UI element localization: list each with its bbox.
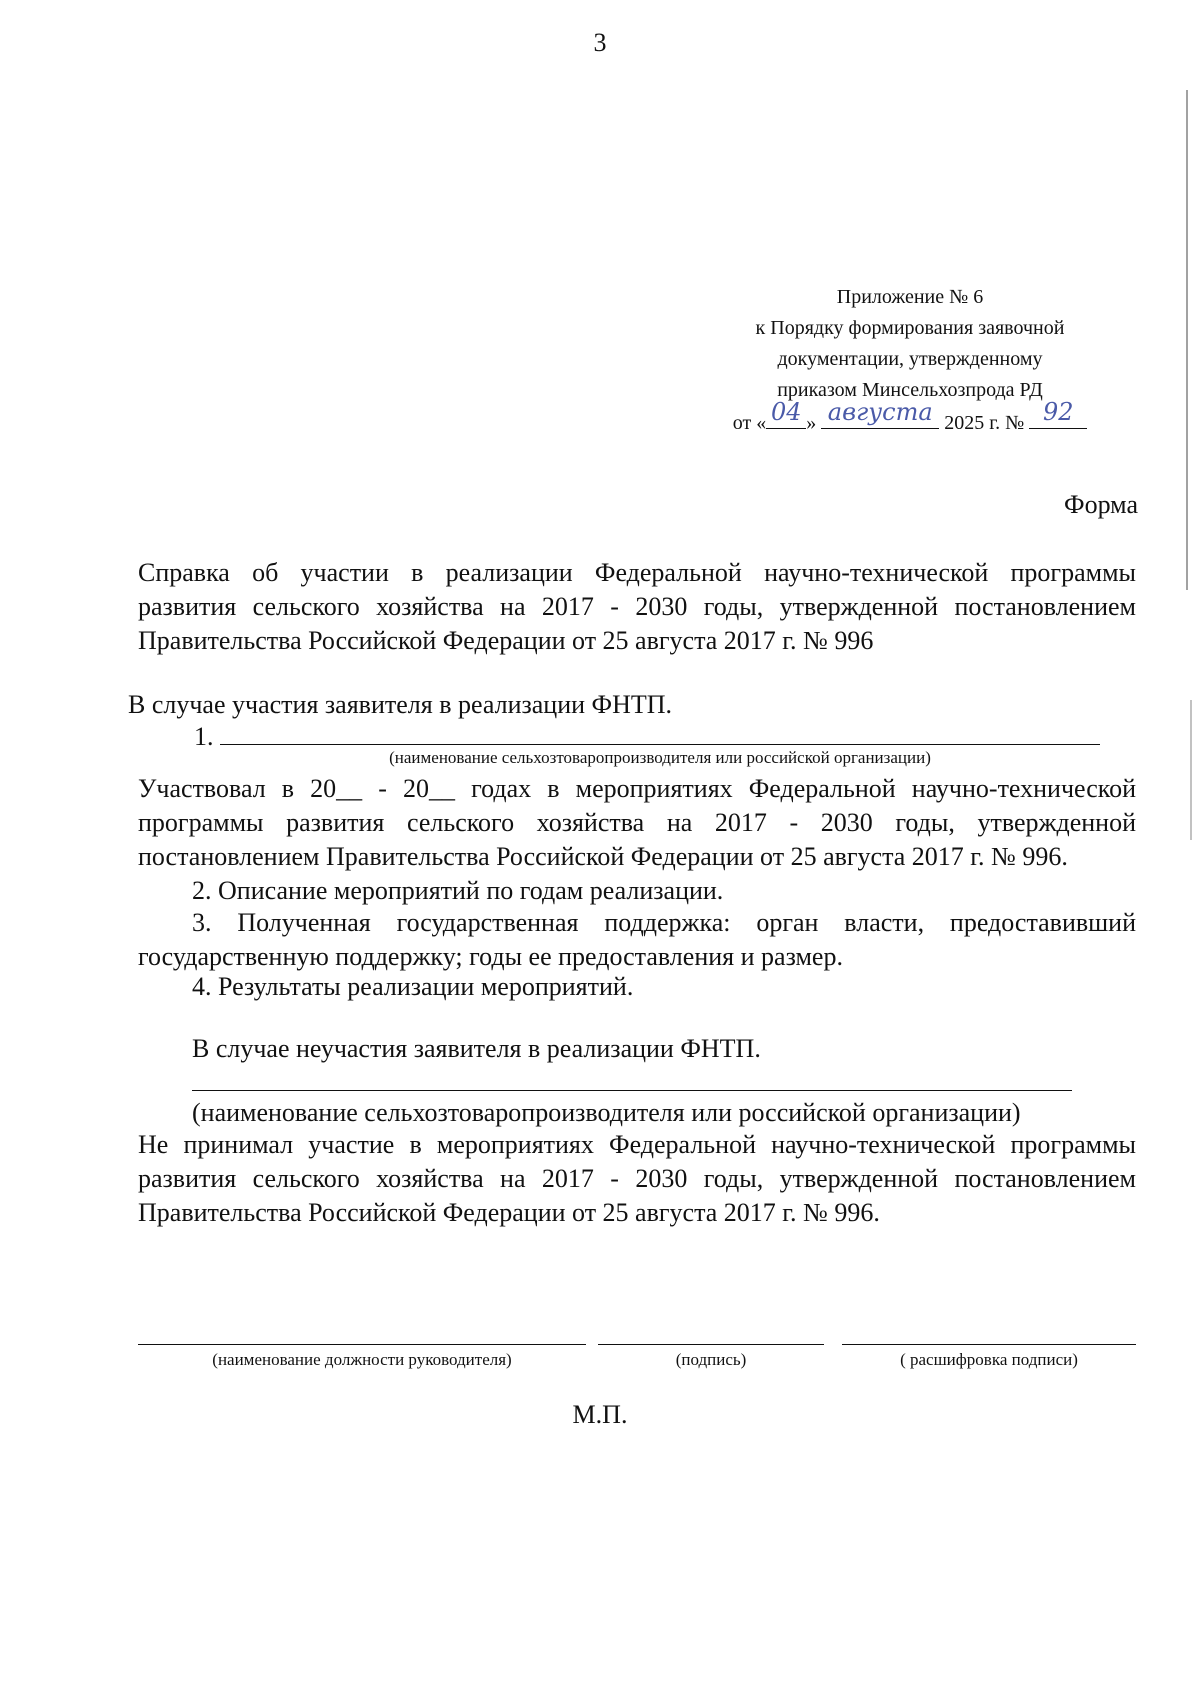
- title-line-3: Правительства Российской Федерации от 25 августа 2017 г. № 996: [138, 626, 874, 655]
- title-line-1: Справка об участии в реализации Федеральной научно-технической программы: [138, 558, 1136, 587]
- participation-line-1: Участвовал в 20__ - 20__ годах в мероприятиях Федеральной научно-технической: [138, 774, 1136, 803]
- participation-paragraph: [138, 772, 1136, 874]
- item-4: 4. Результаты реализации мероприятий.: [192, 972, 634, 1001]
- item-2: 2. Описание мероприятий по годам реализации.: [192, 876, 724, 905]
- signature-line[interactable]: [598, 1344, 824, 1345]
- title-line-2: развития сельского хозяйства на 2017 - 2030 годы, утвержденной постановлением: [138, 592, 1136, 621]
- date-day-handwritten: 04: [770, 398, 802, 426]
- position-caption: (наименование должности руководителя): [212, 1350, 512, 1369]
- decoding-caption: ( расшифровка подписи): [900, 1350, 1078, 1369]
- non-participant-name-field[interactable]: [192, 1090, 1072, 1091]
- approval-line-4: приказом Минсельхозпрода РД: [777, 379, 1043, 401]
- approval-block: [700, 282, 1120, 439]
- date-year: 2025 г. №: [944, 412, 1025, 434]
- item-3-line-1: 3. Полученная государственная поддержка: орган власти, предоставивший: [192, 908, 1136, 937]
- applicant-name-caption: (наименование сельхозтоваропроизводителя или российской организации): [389, 748, 931, 767]
- signature-caption: (подпись): [675, 1350, 747, 1369]
- date-month-field: [821, 398, 939, 429]
- item-3: [138, 906, 1136, 974]
- item-3-line-2: государственную поддержку; годы ее предоставления и размер.: [138, 942, 843, 971]
- approval-line-1: Приложение № 6: [836, 286, 984, 308]
- participation-line-3: постановлением Правительства Российской Федерации от 25 августа 2017 г. № 996.: [138, 842, 1068, 871]
- approval-date-line: [700, 398, 1120, 439]
- non-participant-name-caption: (наименование сельхозтоваропроизводителя или российской организации): [192, 1098, 1021, 1127]
- date-day-field: [766, 398, 806, 429]
- non-participation-heading: В случае неучастия заявителя в реализации ФНТП.: [192, 1034, 761, 1063]
- date-mid: »: [806, 412, 817, 434]
- non-participation-line-3: Правительства Российской Федерации от 25 августа 2017 г. № 996.: [138, 1198, 880, 1227]
- order-number-handwritten: 92: [1042, 398, 1074, 426]
- date-prefix: от «: [732, 412, 767, 434]
- non-participation-paragraph: [138, 1128, 1136, 1230]
- non-participation-line-1: Не принимал участие в мероприятиях Федеральной научно-технической программы: [138, 1130, 1136, 1159]
- participation-heading: В случае участия заявителя в реализации ФНТП.: [128, 690, 673, 719]
- scan-edge-mark-2: [1190, 700, 1192, 840]
- form-label: Форма: [1064, 490, 1138, 519]
- document-title: [138, 556, 1136, 658]
- approval-line-3: документации, утвержденному: [777, 348, 1043, 370]
- approval-line-2: к Порядку формирования заявочной: [755, 317, 1065, 339]
- scan-edge-mark: [1186, 90, 1188, 590]
- participation-line-2: программы развития сельского хозяйства на 2017 - 2030 годы, утвержденной: [138, 808, 1136, 837]
- position-signature-line[interactable]: [138, 1344, 586, 1345]
- non-participation-line-2: развития сельского хозяйства на 2017 - 2030 годы, утвержденной постановлением: [138, 1164, 1136, 1193]
- stamp-place-label: М.П.: [572, 1400, 628, 1429]
- item-1-number: 1.: [194, 722, 214, 751]
- page-number: 3: [593, 28, 607, 57]
- order-number-field: [1029, 398, 1087, 429]
- applicant-name-field[interactable]: [220, 744, 1100, 745]
- date-month-handwritten: августа: [827, 398, 933, 426]
- decoding-signature-line[interactable]: [842, 1344, 1136, 1345]
